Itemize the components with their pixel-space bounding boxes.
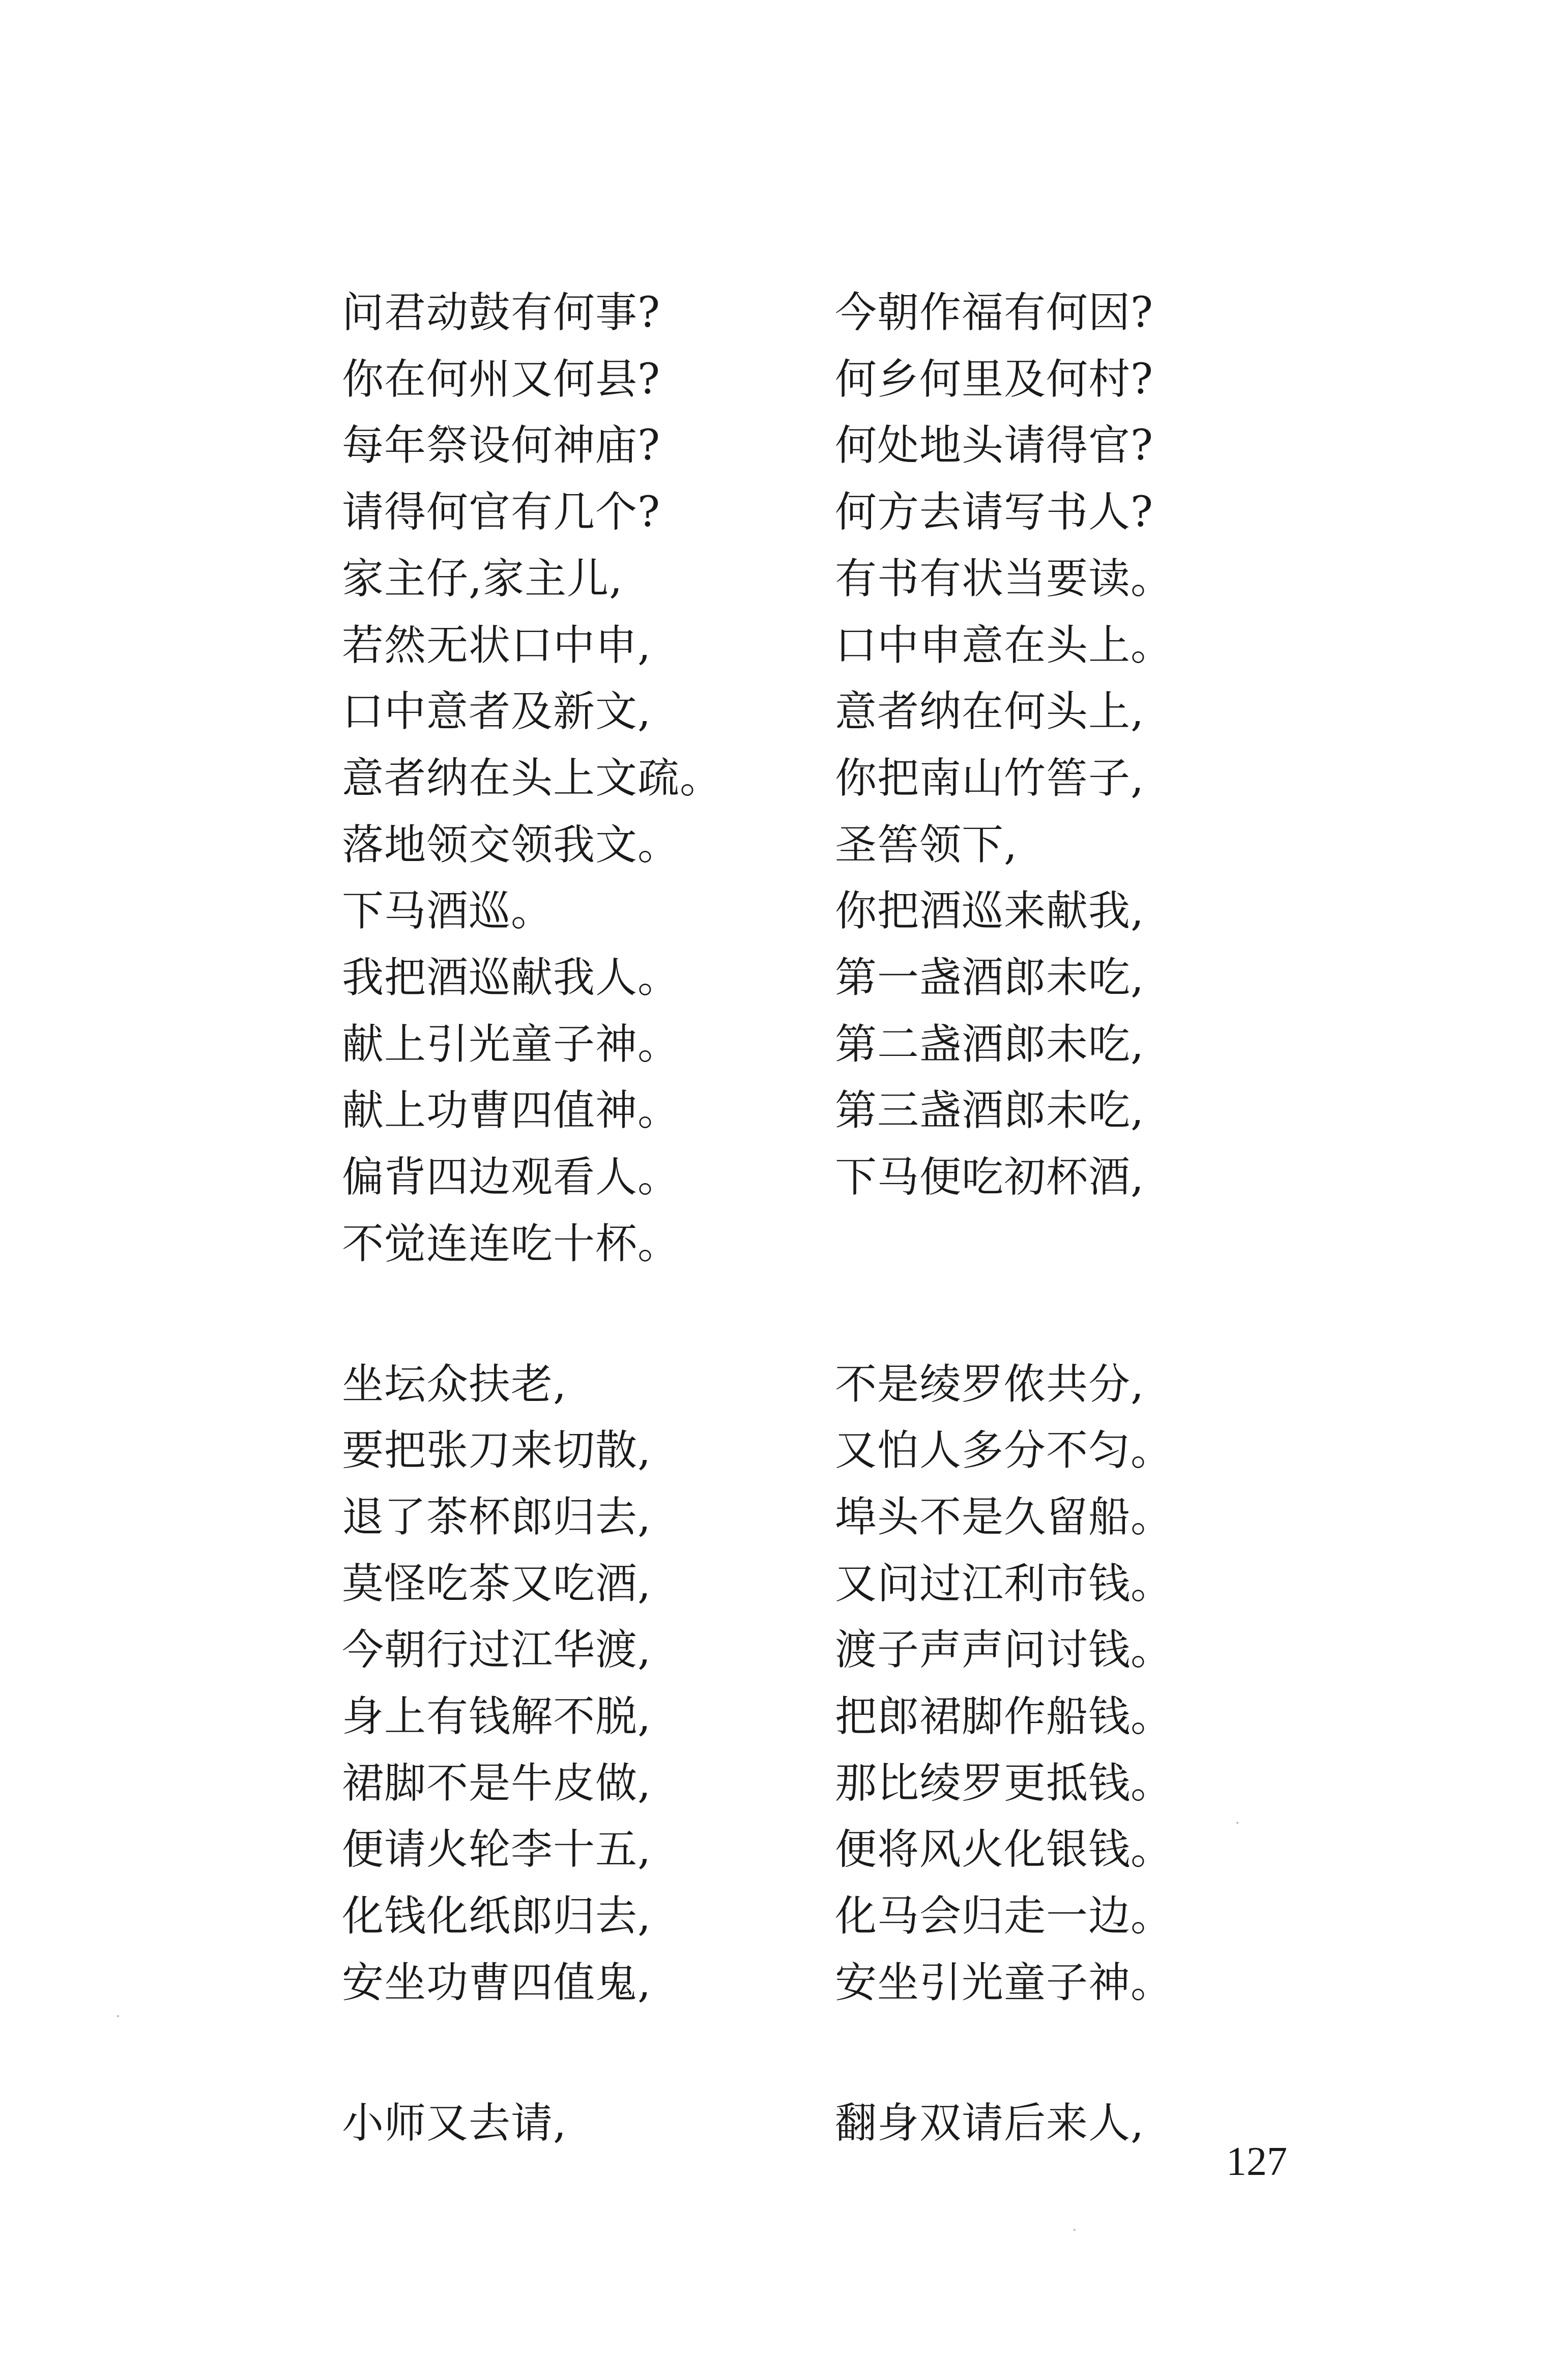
verse-line-right: 第二盏酒郎未吃, — [835, 1020, 1145, 1069]
verse-line-left: 献上功曹四值神。 — [342, 1086, 680, 1135]
verse-line-left: 下马酒巡。 — [342, 887, 554, 936]
verse-line-right: 何乡何里及何村? — [835, 355, 1153, 404]
verse-line-left: 我把酒巡献我人。 — [342, 954, 680, 1002]
verse-line-left: 小师又去请, — [342, 2099, 567, 2147]
verse-line-right: 把郎裙脚作船钱。 — [835, 1693, 1173, 1741]
verse-line-left: 请得何官有几个? — [342, 488, 660, 537]
verse-line-left: 退了茶杯郎归去, — [342, 1493, 652, 1541]
verse-line-left: 要把张刀来切散, — [342, 1426, 652, 1475]
verse-line-right: 安坐引光童子神。 — [835, 1958, 1173, 2007]
verse-line-right: 第一盏酒郎未吃, — [835, 954, 1145, 1002]
verse-line-left: 裙脚不是牛皮做, — [342, 1759, 652, 1808]
verse-line-right: 不是绫罗侬共分, — [835, 1360, 1145, 1409]
verse-line-right: 便将风火化银钱。 — [835, 1825, 1173, 1874]
scan-speck — [117, 2015, 119, 2017]
verse-line-right: 有书有状当要读。 — [835, 554, 1173, 603]
verse-line-left: 每年祭设何神庙? — [342, 421, 660, 470]
verse-line-right: 那比绫罗更抵钱。 — [835, 1759, 1173, 1808]
verse-line-left: 安坐功曹四值鬼, — [342, 1958, 652, 2007]
verse-line-right: 翻身双请后来人, — [835, 2099, 1145, 2147]
verse-line-left: 若然无状口中申, — [342, 621, 652, 670]
scan-speck — [1236, 1822, 1238, 1824]
verse-line-left: 落地领交领我文。 — [342, 820, 680, 869]
verse-line-right: 第三盏酒郎未吃, — [835, 1086, 1145, 1135]
verse-line-left: 你在何州又何县? — [342, 355, 660, 404]
verse-line-right: 口中申意在头上。 — [835, 621, 1173, 670]
verse-line-left: 家主仔,家主儿, — [342, 554, 623, 603]
verse-line-left: 身上有钱解不脱, — [342, 1693, 652, 1741]
verse-line-left: 化钱化纸郎归去, — [342, 1892, 652, 1941]
verse-line-left: 问君动鼓有何事? — [342, 289, 660, 337]
verse-line-right: 你把酒巡来献我, — [835, 887, 1145, 936]
verse-line-right: 何处地头请得官? — [835, 421, 1153, 470]
verse-line-left: 口中意者及新文, — [342, 687, 652, 736]
verse-line-right: 意者纳在何头上, — [835, 687, 1145, 736]
verse-line-left: 莫怪吃茶又吃酒, — [342, 1559, 652, 1608]
scan-speck — [1074, 2229, 1076, 2231]
verse-line-left: 偏背四边观看人。 — [342, 1153, 680, 1202]
verse-line-right: 圣筶领下, — [835, 820, 1018, 869]
verse-line-left: 不觉连连吃十杯。 — [342, 1219, 680, 1268]
page-number: 127 — [1226, 2139, 1287, 2184]
verse-line-left: 今朝行过江华渡, — [342, 1626, 652, 1675]
verse-line-right: 化马会归走一边。 — [835, 1892, 1173, 1941]
verse-line-left: 意者纳在头上文疏。 — [342, 754, 722, 802]
verse-line-left: 坐坛众扶老, — [342, 1360, 567, 1409]
verse-line-right: 又问过江利市钱。 — [835, 1559, 1173, 1608]
verse-line-right: 又怕人多分不匀。 — [835, 1426, 1173, 1475]
verse-line-left: 便请火轮李十五, — [342, 1825, 652, 1874]
verse-line-left: 献上引光童子神。 — [342, 1020, 680, 1069]
verse-line-right: 你把南山竹筶子, — [835, 754, 1145, 802]
verse-line-right: 今朝作福有何因? — [835, 289, 1153, 337]
verse-line-right: 何方去请写书人? — [835, 488, 1153, 537]
verse-line-right: 下马便吃初杯酒, — [835, 1153, 1145, 1202]
verse-line-right: 渡子声声问讨钱。 — [835, 1626, 1173, 1675]
verse-line-right: 埠头不是久留船。 — [835, 1493, 1173, 1541]
